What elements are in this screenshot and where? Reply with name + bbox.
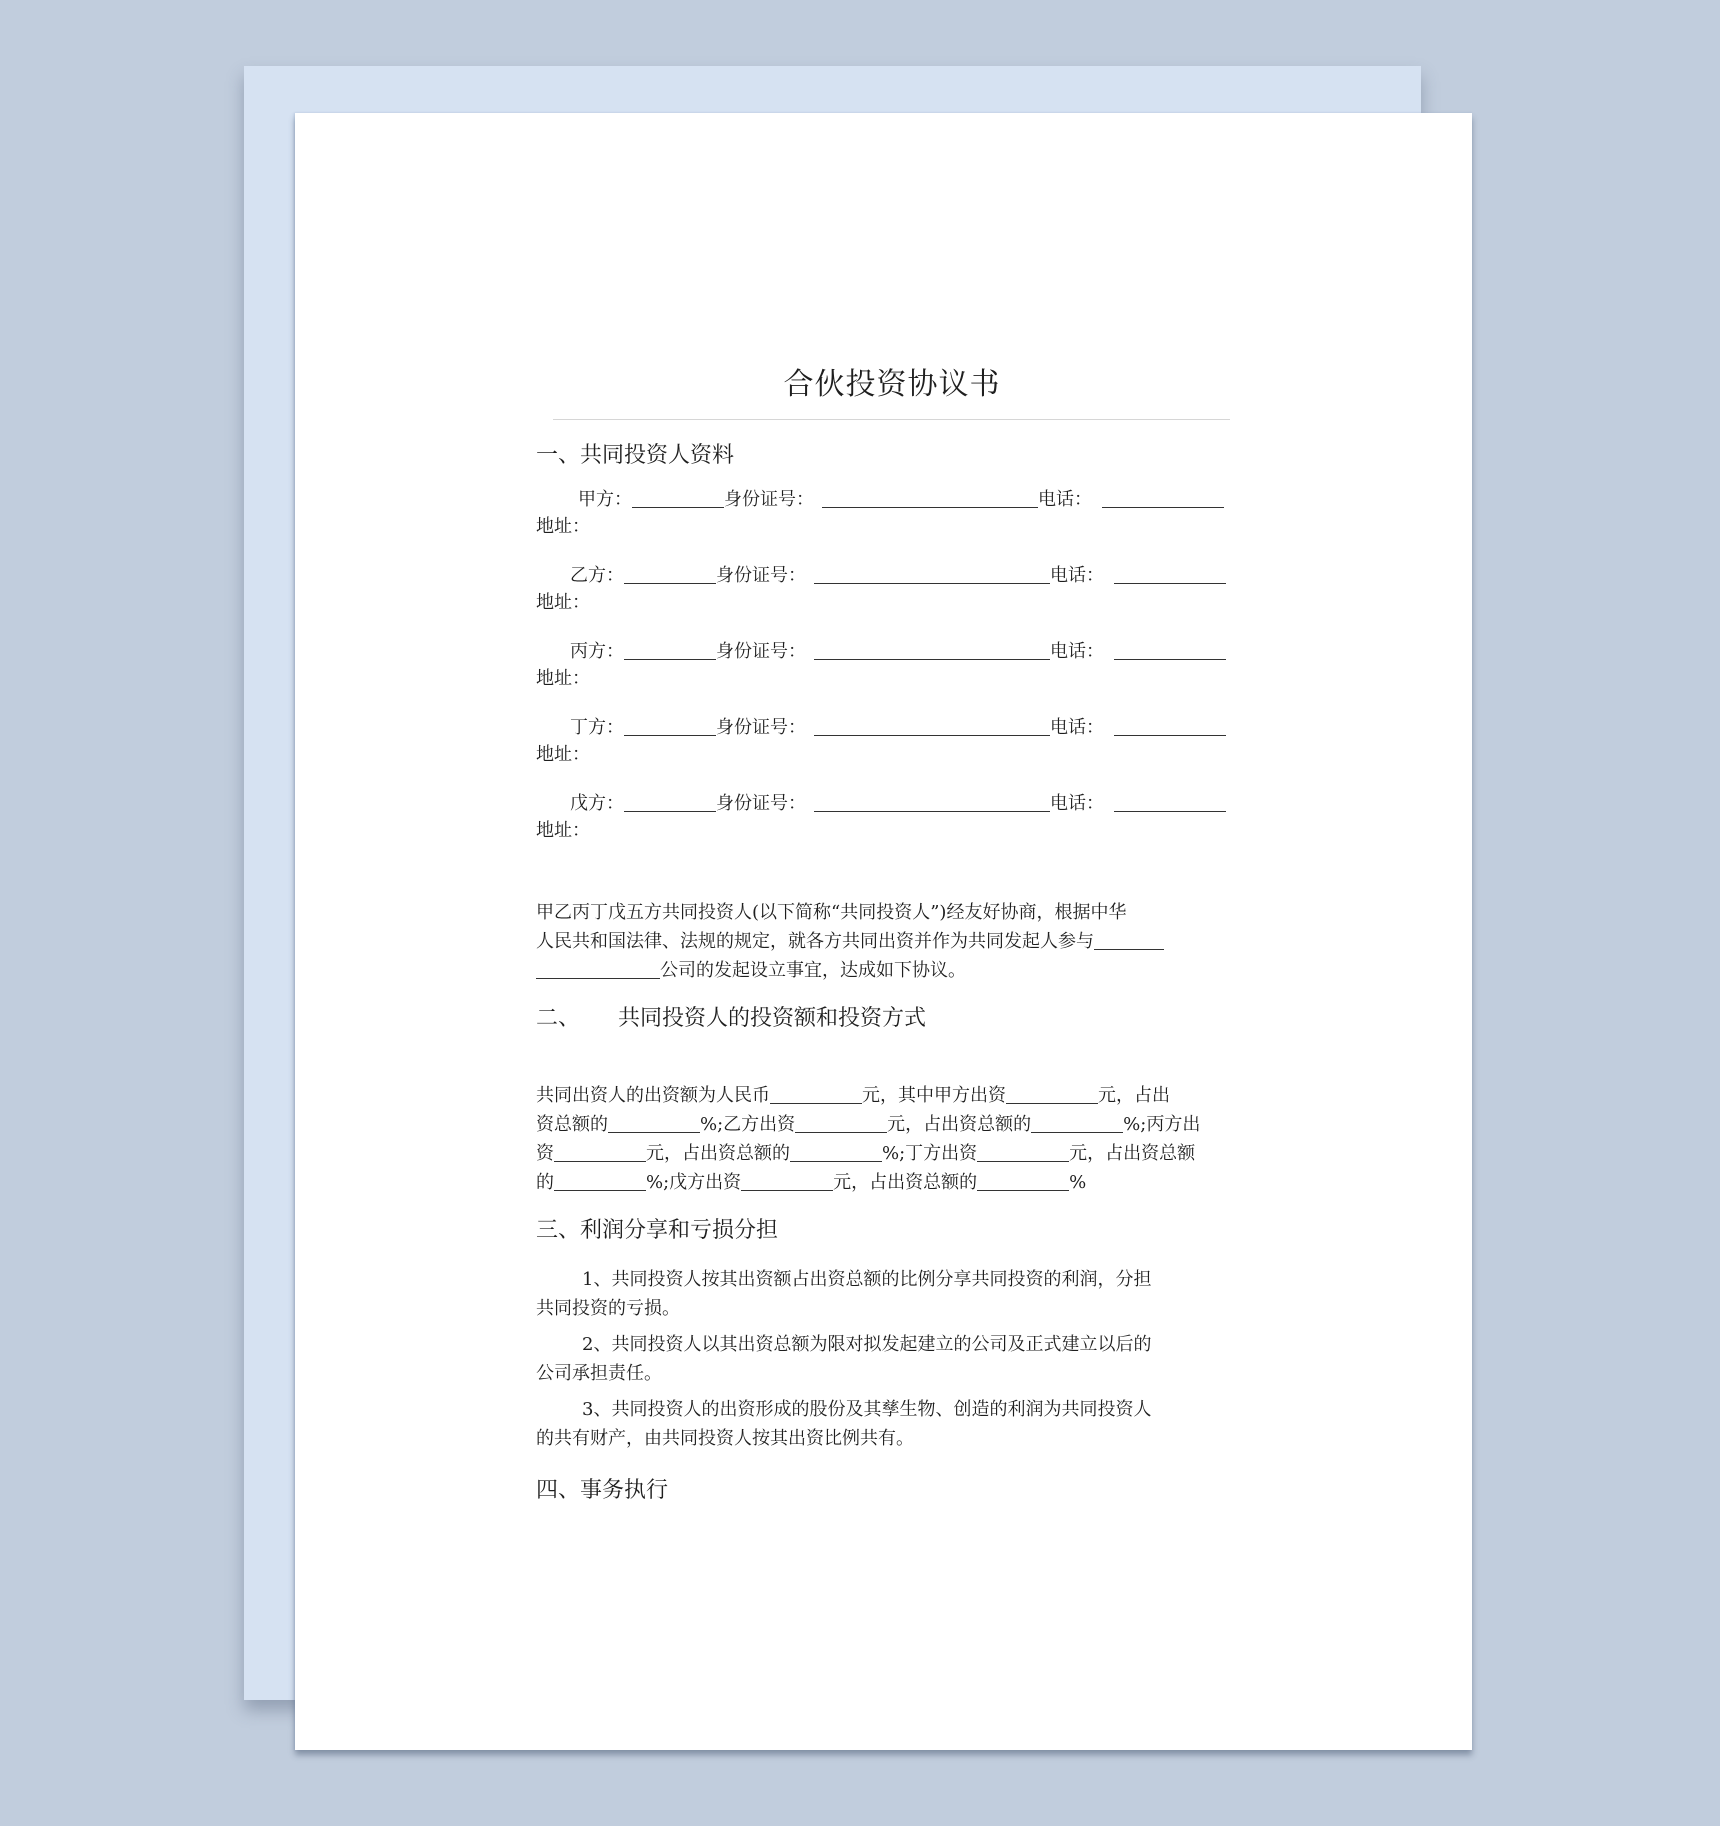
party-yi <box>536 562 1248 616</box>
phone-label: 电话： <box>1050 641 1104 662</box>
preamble-line-2: 人民共和国法律、法规的规定，就各方共同出资并作为共同发起人参与 <box>536 931 1094 952</box>
phone-field[interactable] <box>1114 793 1226 812</box>
preamble-paragraph <box>536 898 1248 985</box>
party-label: 丁方： <box>570 717 624 738</box>
name-field[interactable] <box>632 489 724 508</box>
item-line: 的共有财产，由共同投资人按其出资比例共有。 <box>536 1428 914 1449</box>
section-1-heading: 一、共同投资人资料 <box>536 443 735 468</box>
section-3-heading: 三、利润分享和亏损分担 <box>536 1218 779 1243</box>
phone-field[interactable] <box>1114 641 1226 660</box>
name-field[interactable] <box>624 717 716 736</box>
party-label: 乙方： <box>570 565 624 586</box>
phone-field[interactable] <box>1114 717 1226 736</box>
party-ding <box>536 714 1248 768</box>
yi-amount-field[interactable] <box>795 1114 887 1133</box>
yi-percent-field[interactable] <box>1031 1114 1123 1133</box>
section-2-title: 共同投资人的投资额和投资方式 <box>618 1006 927 1031</box>
text: 资总额的 <box>536 1114 608 1135</box>
phone-label: 电话： <box>1050 565 1104 586</box>
party-label: 丙方： <box>570 641 624 662</box>
text: 共同出资人的出资额为人民币 <box>536 1085 770 1106</box>
section-3-item-2 <box>536 1330 1248 1388</box>
id-field[interactable] <box>814 793 1050 812</box>
section-3-item-1 <box>536 1265 1248 1323</box>
wu-amount-field[interactable] <box>741 1172 833 1191</box>
item-line: 3、共同投资人的出资形成的股份及其孳生物、创造的利润为共同投资人 <box>582 1399 1152 1420</box>
phone-label: 电话： <box>1038 489 1092 510</box>
name-field[interactable] <box>624 565 716 584</box>
text: 元，占出资总额 <box>1069 1143 1196 1164</box>
section-4-heading: 四、事务执行 <box>536 1478 669 1503</box>
preamble-line-3: 公司的发起设立事宜，达成如下协议。 <box>660 960 966 981</box>
address-label: 地址： <box>536 820 590 841</box>
address-label: 地址： <box>536 668 590 689</box>
bing-amount-field[interactable] <box>554 1143 646 1162</box>
section-3-item-3 <box>536 1395 1248 1453</box>
text: 元，占出 <box>1098 1085 1170 1106</box>
party-wu <box>536 790 1248 844</box>
id-label: 身份证号： <box>716 641 806 662</box>
address-label: 地址： <box>536 744 590 765</box>
id-label: 身份证号： <box>716 717 806 738</box>
phone-label: 电话： <box>1050 717 1104 738</box>
text: 资 <box>536 1143 554 1164</box>
ding-percent-field[interactable] <box>554 1172 646 1191</box>
text: 的 <box>536 1172 554 1193</box>
bing-percent-field[interactable] <box>790 1143 882 1162</box>
text: %;丙方出 <box>1123 1114 1201 1135</box>
section-2-number: 二、 <box>536 1006 581 1031</box>
section-2-heading <box>536 1001 926 1032</box>
jia-amount-field[interactable] <box>1006 1085 1098 1104</box>
address-label: 地址： <box>536 592 590 613</box>
item-line: 共同投资的亏损。 <box>536 1298 680 1319</box>
item-line: 2、共同投资人以其出资总额为限对拟发起建立的公司及正式建立以后的 <box>582 1334 1152 1355</box>
wu-percent-field[interactable] <box>977 1172 1069 1191</box>
party-bing <box>536 638 1248 692</box>
id-label: 身份证号： <box>716 565 806 586</box>
text: % <box>1069 1172 1087 1193</box>
total-amount-field[interactable] <box>770 1085 862 1104</box>
name-field[interactable] <box>624 793 716 812</box>
name-field[interactable] <box>624 641 716 660</box>
phone-label: 电话： <box>1050 793 1104 814</box>
party-jia <box>536 486 1248 540</box>
text: %;丁方出资 <box>882 1143 978 1164</box>
phone-field[interactable] <box>1102 489 1224 508</box>
id-field[interactable] <box>814 565 1050 584</box>
document-title: 合伙投资协议书 <box>783 367 1001 402</box>
text: 元，占出资总额的 <box>646 1143 790 1164</box>
item-line: 1、共同投资人按其出资额占出资总额的比例分享共同投资的利润，分担 <box>582 1269 1152 1290</box>
id-label: 身份证号： <box>716 793 806 814</box>
id-field[interactable] <box>814 641 1050 660</box>
phone-field[interactable] <box>1114 565 1226 584</box>
text: %;乙方出资 <box>700 1114 796 1135</box>
id-label: 身份证号： <box>724 489 814 510</box>
ding-amount-field[interactable] <box>977 1143 1069 1162</box>
investment-paragraph <box>536 1081 1248 1197</box>
text: 元，占出资总额的 <box>887 1114 1032 1135</box>
id-field[interactable] <box>822 489 1038 508</box>
id-field[interactable] <box>814 717 1050 736</box>
text: 元，其中甲方出资 <box>862 1085 1006 1106</box>
company-name-field-b[interactable] <box>536 960 660 979</box>
party-label: 甲方： <box>578 489 632 510</box>
preamble-line-1: 甲乙丙丁戊五方共同投资人(以下简称“共同投资人”)经友好协商，根据中华 <box>536 902 1127 923</box>
text: %;戊方出资 <box>646 1172 742 1193</box>
title-divider <box>553 419 1230 420</box>
company-name-field-a[interactable] <box>1094 931 1164 950</box>
item-line: 公司承担责任。 <box>536 1363 662 1384</box>
text: 元，占出资总额的 <box>833 1172 978 1193</box>
jia-percent-field[interactable] <box>608 1114 700 1133</box>
document-page <box>295 113 1472 1750</box>
address-label: 地址： <box>536 516 590 537</box>
party-label: 戊方： <box>570 793 624 814</box>
